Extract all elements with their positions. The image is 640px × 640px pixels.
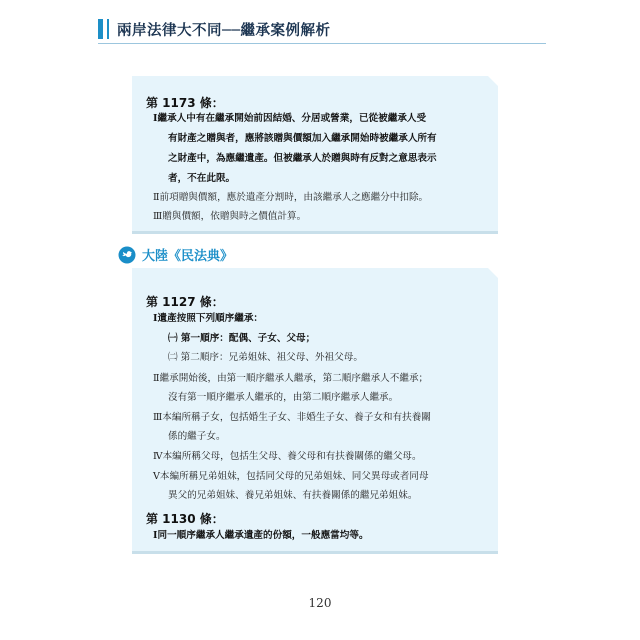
running-header — [98, 18, 330, 40]
article-1173-line-3: 之財產中，為應繼遺產。但被繼承人於贈與時有反對之意思表示 — [168, 153, 437, 164]
article-1173-line-6: Ⅲ贈與價額，依贈與時之價值計算。 — [153, 211, 307, 222]
box-corner-cut — [488, 76, 498, 86]
article-1127-line-10: 異父的兄弟姐妹、養兄弟姐妹、有扶養關係的繼兄弟姐妹。 — [168, 490, 418, 501]
header-accent-bar-thin — [107, 19, 109, 39]
page-number: 120 — [308, 596, 332, 610]
header-accent-bar — [98, 19, 103, 39]
article-1127-line-9: Ⅴ本編所稱兄弟姐妹，包括同父母的兄弟姐妹、同父異母或者同母 — [153, 471, 429, 482]
article-1173-title: 第 1173 條： — [146, 96, 224, 110]
article-1127-line-1: Ⅰ遺產按照下列順序繼承： — [153, 313, 264, 324]
article-1173-line-4: 者，不在此限。 — [168, 173, 236, 184]
box-bottom-edge — [132, 551, 498, 554]
article-1127-line-2: ㈠ 第一順序：配偶、子女、父母； — [168, 333, 316, 344]
section-heading-mainland — [118, 245, 233, 264]
book-title: 兩岸法律大不同──繼承案例解析 — [117, 21, 331, 39]
article-1127-line-5: 沒有第一順序繼承人繼承的，由第二順序繼承人繼承。 — [168, 392, 399, 403]
article-1127-line-3: ㈡ 第二順序：兄弟姐妹、祖父母、外祖父母。 — [168, 352, 363, 363]
article-1127-line-6: Ⅲ本編所稱子女，包括婚生子女、非婚生子女、養子女和有扶養關 — [153, 412, 431, 423]
article-1130-title: 第 1130 條： — [146, 512, 224, 526]
article-1127-title: 第 1127 條： — [146, 295, 224, 309]
section-title: 大陸《民法典》 — [142, 249, 234, 264]
box-bottom-edge — [132, 231, 498, 234]
article-1173-line-1: Ⅰ繼承人中有在繼承開始前因結婚、分居或營業，已從被繼承人受 — [153, 113, 427, 124]
bird-icon — [118, 246, 136, 264]
article-1173-line-5: Ⅱ前項贈與價額，應於遺產分割時，由該繼承人之應繼分中扣除。 — [153, 192, 429, 203]
article-1127-line-4: Ⅱ繼承開始後，由第一順序繼承人繼承，第二順序繼承人不繼承； — [153, 373, 429, 384]
article-1127-line-8: Ⅳ本編所稱父母，包括生父母、養父母和有扶養關係的繼父母。 — [153, 451, 422, 462]
box-corner-cut — [488, 268, 498, 278]
header-divider — [98, 43, 546, 44]
article-1127-line-7: 係的繼子女。 — [168, 431, 226, 442]
article-1130-line-1: Ⅰ同一順序繼承人繼承遺產的份額，一般應當均等。 — [153, 530, 369, 541]
article-1173-line-2: 有財產之贈與者，應將該贈與價額加入繼承開始時被繼承人所有 — [168, 133, 437, 144]
